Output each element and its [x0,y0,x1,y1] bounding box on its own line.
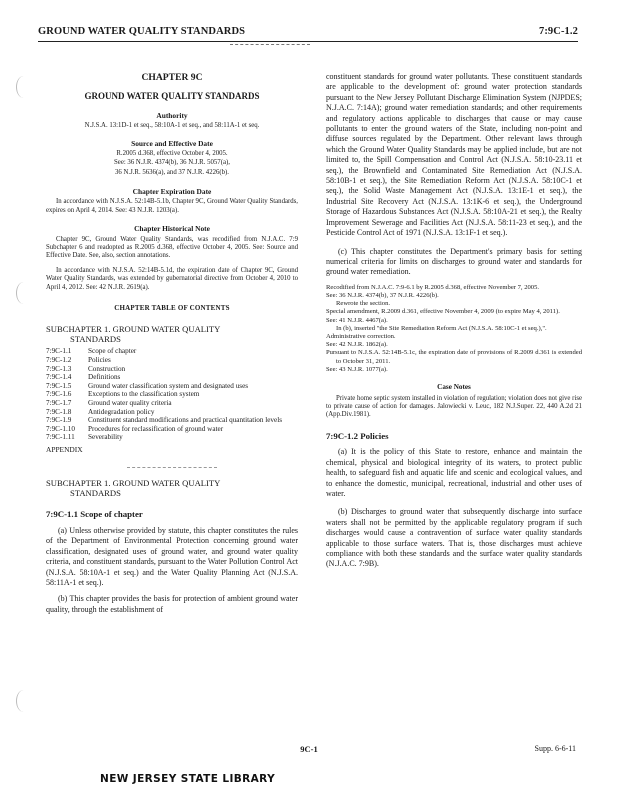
authority-text: N.J.S.A. 13:1D-1 et seq., 58:10A-1 et seq., and 58:11A-1 et seq. [84,121,260,129]
case-notes-heading: Case Notes [437,382,471,391]
expiration-text: In accordance with N.J.S.A. 52:14B-5.1b, Chapter 9C, Ground Water Quality Standards, expires on April 4, 2014. See: 43 N.J.R. 1203(a). [46,198,298,214]
running-header [38,26,578,37]
toc-subchapter-line: STANDARDS [70,334,121,344]
source-line: See: 36 N.J.R. 4374(b), 36 N.J.R. 5057(a), [114,159,230,167]
toc-item-label: Construction [88,364,126,373]
history-note-line: Rewrote the section. [336,300,391,308]
history-note-line: Recodified from N.J.A.C. 7:9-6.1 by R.2005 d.368, effective November 7, 2005. [326,283,540,291]
history-note-line: See: 43 N.J.R. 1077(a). [326,365,388,373]
toc-subchapter-heading [46,324,298,345]
section-paragraph: (a) Unless otherwise provided by statute, this chapter constitutes the rules of the Department of Environmental Protection concerning ground water classification, designated uses of ground water, and ground water quality criteria, and constituent standards, pursuant to the Water Pollution Control Act (N.J.S.A. 58:10A-1 et seq.) and the Water Quality Planning Act (N.J.S.A. 58:11A-1 et seq.). [46,525,298,587]
header-rule-dashed [230,44,310,45]
binder-hole-mark [16,690,31,712]
historical-note-text: Chapter 9C, Ground Water Quality Standards, was recodified from N.J.A.C. 7:9 Subchapter 6 and readopted as R.2005 d.368, effective October 4, 2005. See: Source and Effective Date. See, also, section annotations. [46,235,298,260]
toc-item[interactable] [46,390,298,399]
page-number: 9C-1 [300,744,318,754]
authority-heading: Authority [156,111,188,120]
section-paragraph: (c) This chapter constitutes the Department's primary basis for setting numerical criteria for limits on discharges to ground water and standards for ground water remediation. [326,246,582,277]
section-paragraph: (b) Discharges to ground water that subsequently discharge into surface waters shall not be permitted by the applicable regulatory program if such discharges would cause a contravention of surface water quality standards applicable to those surface waters. That is, those discharges must achieve compliance with both these standards and the surface water quality standards (N.J.A.C. 7:9B). [326,507,582,569]
toc-item-label: Procedures for reclassification of ground water [88,424,224,433]
section-heading-1-1: 7:9C-1.1 Scope of chapter [46,509,143,520]
history-note-line: Special amendment, R.2009 d.361, effective November 4, 2009 (to expire May 4, 2011). [326,308,560,316]
toc-subchapter-line: SUBCHAPTER 1. GROUND WATER QUALITY [46,323,221,334]
subchapter-heading [46,478,298,499]
section-divider [127,467,217,468]
running-header-section: 7:9C-1.2 [538,26,578,37]
left-column [46,72,298,615]
toc-item-label: Ground water classification system and designated uses [88,381,249,390]
historical-note-text: In accordance with N.J.S.A. 52:14B-5.1d, the expiration date of Chapter 9C, Ground Water Quality Standards, was extended by gubernatorial directive from October 4, 2010 to April 4, 2012. See: 42 N.J.R. 2619(a). [46,266,298,291]
case-note-text: Private home septic system installed in violation of regulation; violation does not give rise to private cause of action for damages. Jalowiecki v. Leuc, 182 N.J.Super. 22, 440 A.2d 21 (App.Div.1981). [326,394,582,419]
toc-item[interactable] [46,347,298,356]
toc-item-number: 7:9C-1.6 [46,390,72,399]
history-note-line: In (b), inserted "the Site Remediation Reform Act (N.J.S.A. 58:10C-1 et seq.),". [336,324,547,332]
header-rule [38,41,578,42]
binder-hole-mark [16,282,31,304]
right-column [326,72,582,570]
running-header-title: GROUND WATER QUALITY STANDARDS [38,26,246,37]
source-line: 36 N.J.R. 5636(a), and 37 N.J.R. 4226(b). [114,168,230,176]
toc-item-label: Scope of chapter [88,347,137,356]
toc-item-number: 7:9C-1.3 [46,364,72,373]
toc-item[interactable] [46,373,298,382]
toc-item-number: 7:9C-1.8 [46,407,72,416]
toc-item-label: Constituent standard modifications and practical quantitation levels [88,416,283,425]
history-note-line: See: 41 N.J.R. 4467(a). [326,316,388,324]
toc-item-label: Ground water quality criteria [88,398,172,407]
toc-item-number: 7:9C-1.7 [46,398,72,407]
section-paragraph: (b) This chapter provides the basis for protection of ambient ground water quality, through the establishment of [46,594,298,614]
history-notes [326,284,582,374]
history-note-line: See: 36 N.J.R. 4374(b), 37 N.J.R. 4226(b). [326,291,439,299]
subchapter-line: SUBCHAPTER 1. GROUND WATER QUALITY [46,477,221,488]
expiration-heading: Chapter Expiration Date [132,186,212,196]
toc-item[interactable] [46,408,298,417]
history-note-line: Administrative correction. [326,332,396,340]
toc-item-label: Antidegradation policy [88,407,155,416]
history-note-line: Pursuant to N.J.S.A. 52:14B-5.1c, the expiration date of provisions of R.2009 d.361 is extended to October 31, 2011. [326,349,582,365]
source-line: R.2005 d.368, effective October 4, 2005. [116,149,228,157]
source-heading: Source and Effective Date [131,139,213,149]
toc-item[interactable] [46,433,298,442]
toc-item-label: Severability [88,433,123,442]
toc-item-number: 7:9C-1.1 [46,347,72,356]
toc-item-number: 7:9C-1.2 [46,356,72,364]
toc-list [46,347,298,442]
historical-note-heading: Chapter Historical Note [134,223,210,233]
section-paragraph: constituent standards for ground water pollutants. These constituent standards are applicable to the development of: ground water protection standards pursuant to the New Jersey Pollutant Discharge Elimination System (NJPDES; N.J.A.C. 7:14A); ground water remediation standards; and other requirements and regulatory actions applicable to discharges that cause or may cause pollutants to enter the ground waters of the State, including non-point and diffuse sources regulated by the Department. Other relevant laws through which the Ground Water Quality Standards may be applied include, but are not limited to, the Spill Compensation and Control Act (N.J.S.A. 58:10-23.11 et seq.), the Brownfield and Contaminated Site Remediation Act (N.J.S.A. 58:10B-1 et seq.), the Site Remediation Reform Act (N.J.S.A. 58:10C-1 et seq.), the Solid Waste Management Act (N.J.S.A. 13:1E-1 et seq.), the Industrial Site Recovery Act (N.J.S.A. 13:1K-6 et seq.), the Underground Storage of Hazardous Substances Act (N.J.S.A. 58:10A-21 et seq.), the Realty Improvement Sewerage and Facilities Act (N.J.S.A. 58:11-23 et seq.), and the Pesticide Control Act of 1971 (N.J.S.A. 13:1F-1 et seq.). [326,72,582,238]
toc-title: CHAPTER TABLE OF CONTENTS [114,304,230,312]
supplement-date: Supp. 6-6-11 [534,744,576,753]
history-note-line: See: 42 N.J.R. 1862(a). [326,341,388,349]
toc-item[interactable] [46,425,298,434]
toc-item-number: 7:9C-1.5 [46,381,72,390]
toc-item-number: 7:9C-1.10 [46,424,75,433]
subchapter-line: STANDARDS [70,487,121,498]
chapter-title: CHAPTER 9C [141,72,203,83]
toc-item[interactable] [46,399,298,408]
chapter-subtitle: GROUND WATER QUALITY STANDARDS [84,91,260,101]
binder-hole-mark [16,76,31,98]
toc-item-label: Policies [88,356,111,364]
toc-item-label: Definitions [88,373,121,382]
toc-item[interactable] [46,382,298,391]
toc-item-label: Exceptions to the classification system [88,390,200,399]
section-heading-1-2: 7:9C-1.2 Policies [326,430,389,441]
toc-item-number: 7:9C-1.4 [46,373,72,382]
toc-item[interactable] [46,416,298,425]
toc-item[interactable] [46,356,298,365]
toc-item-number: 7:9C-1.11 [46,433,75,442]
section-paragraph: (a) It is the policy of this State to restore, enhance and maintain the chemical, physical and biological integrity of its waters, to protect public health, to safeguard fish and aquatic life and scenic and ecological values, and to enhance the domestic, municipal, recreational, industrial and other uses of water. [326,447,582,498]
toc-appendix[interactable]: APPENDIX [46,444,83,454]
toc-item-number: 7:9C-1.9 [46,416,72,425]
library-stamp: NEW JERSEY STATE LIBRARY [100,773,276,785]
toc-item[interactable] [46,365,298,374]
